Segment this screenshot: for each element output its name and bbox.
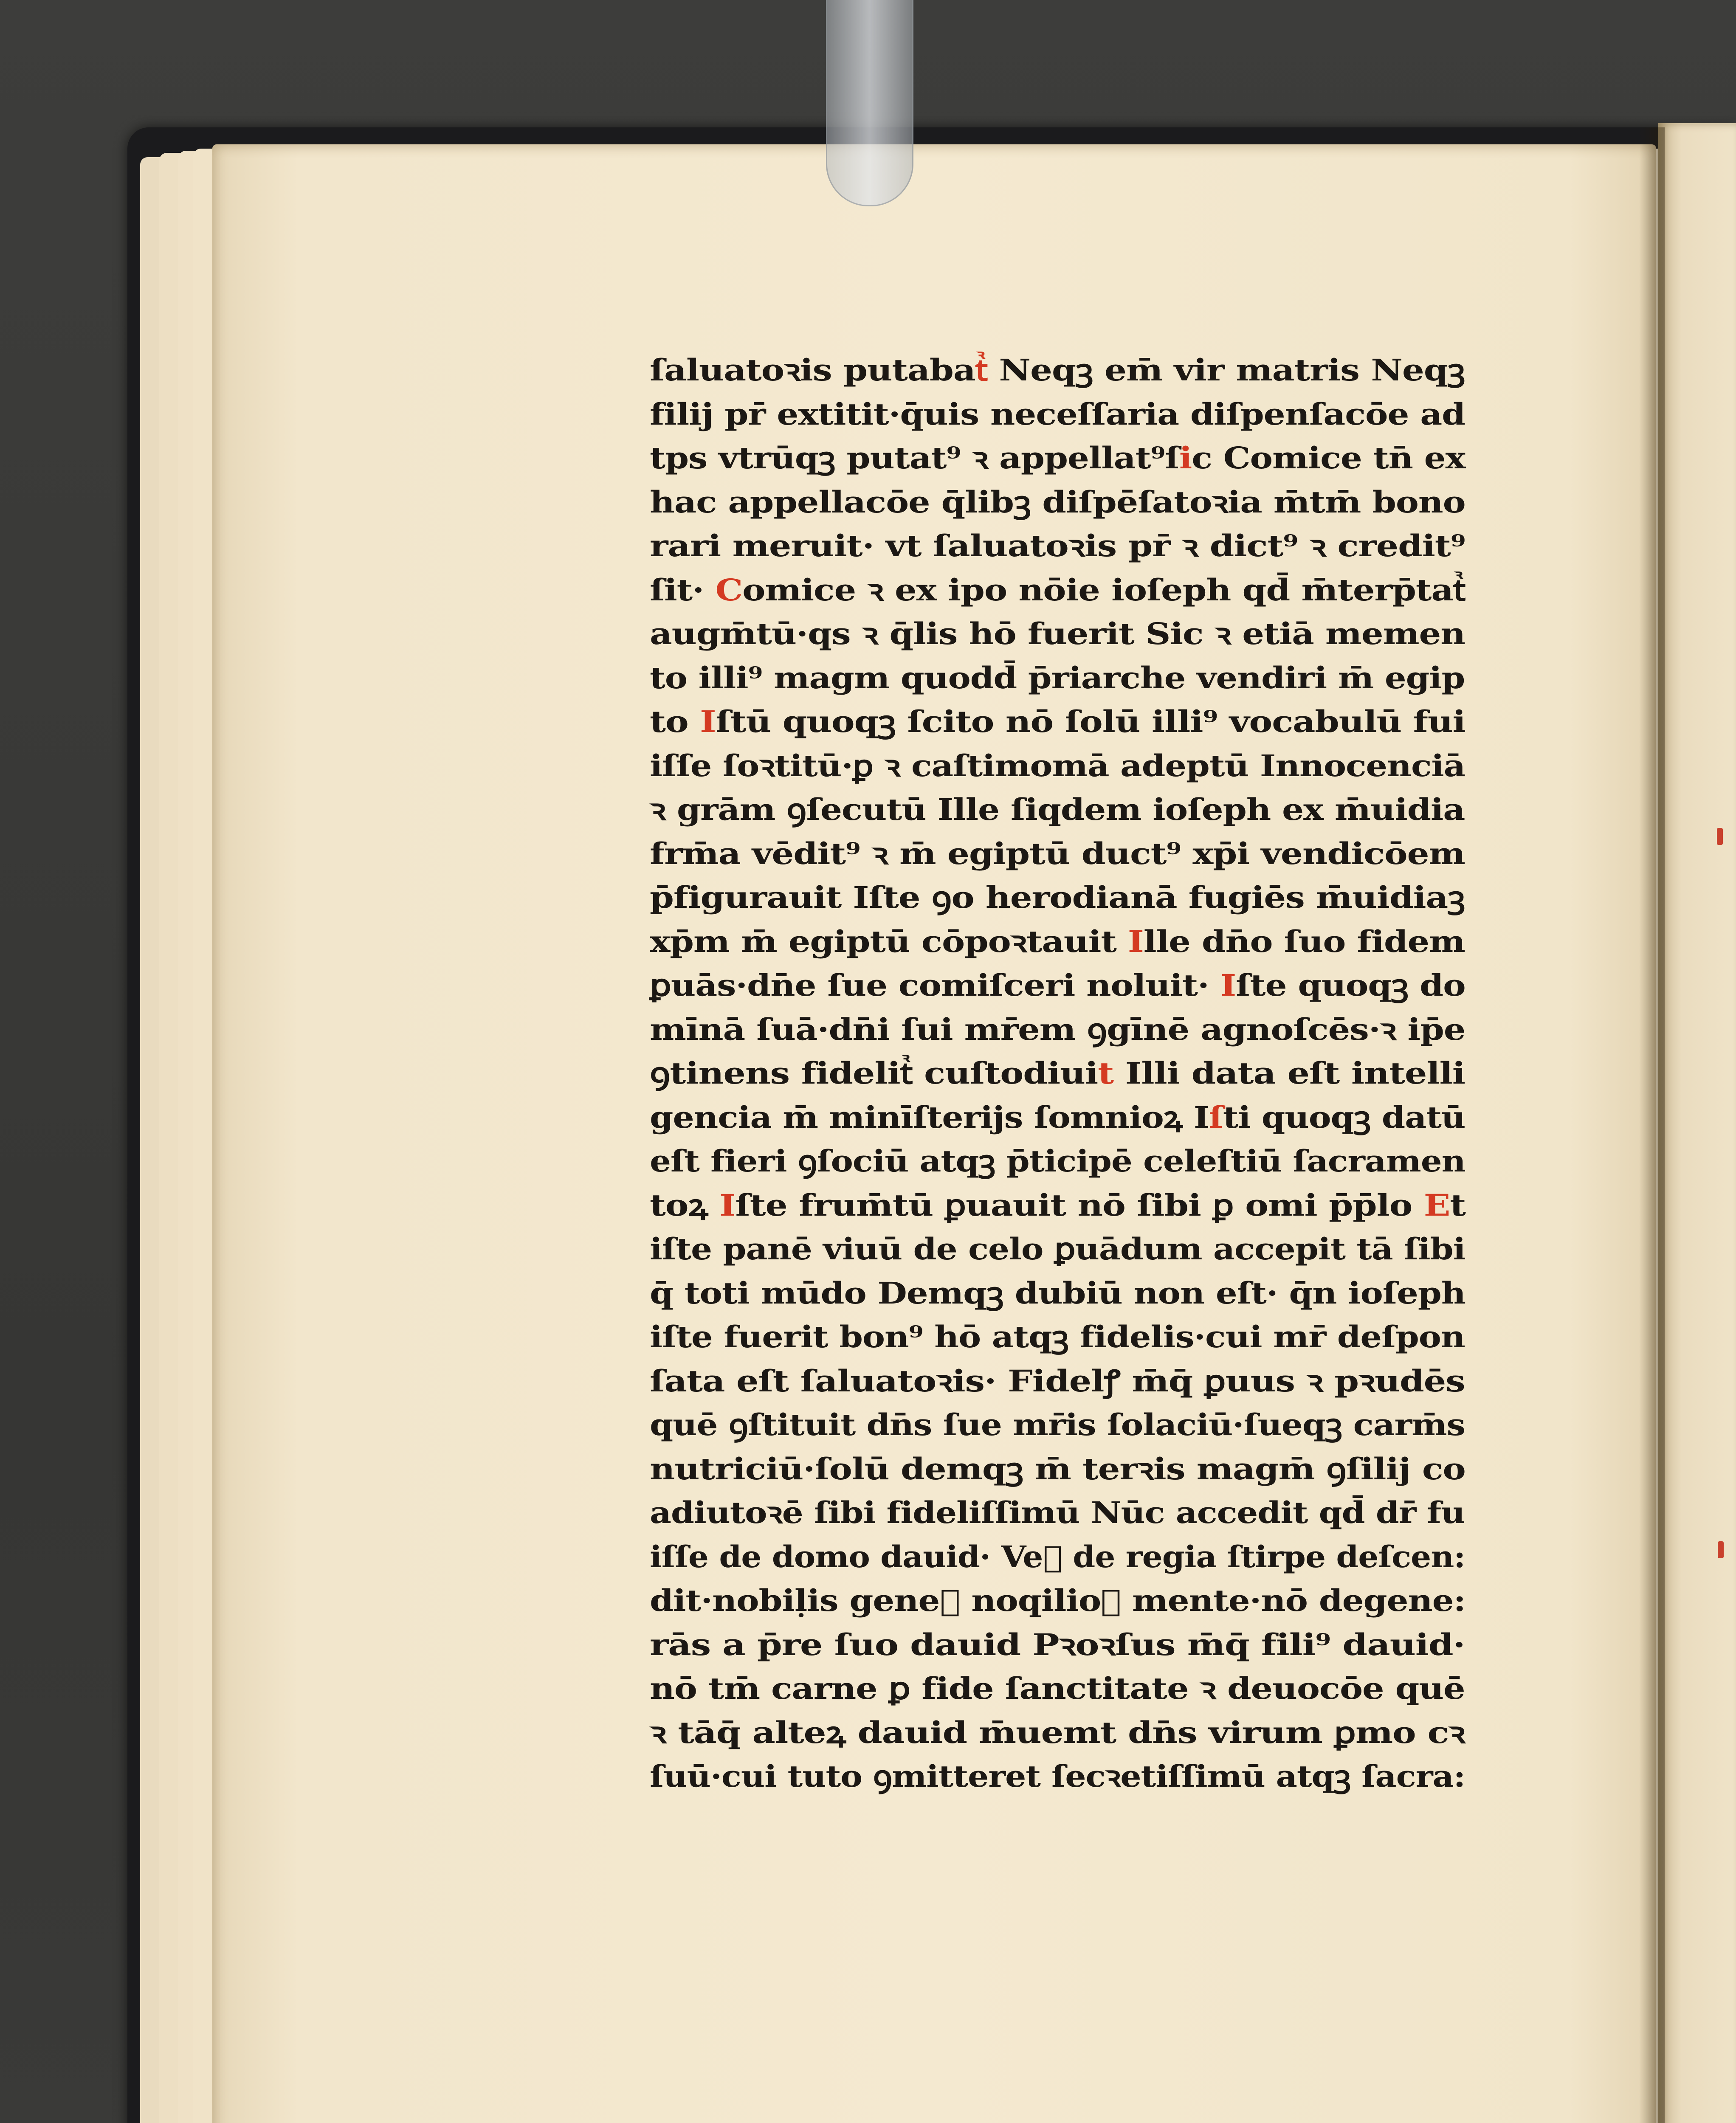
text-line: filij pr extitit·quis neceſſaria diſpenſacōe ad (650, 396, 1465, 432)
page-holder-clip-top (826, 0, 913, 206)
text-line: to Iſtū quoqꝫ ſcito nō ſolū illi⁹ vocabulū fui (650, 704, 1465, 739)
text-line: q toti mūdo Demqꝫ dubiū non eſt· qn ioſeph (650, 1275, 1465, 1311)
text-line: ſaluatoꝛis putabat Neqꝫ em vir matris Neqꝫ (650, 352, 1465, 388)
text-line: adiutoꝛē ſibi fideliſſimū Nūc accedit qd dr fu (650, 1495, 1465, 1530)
text-line: mīnā ſuā·dni ſui mrem ꝯgīnē agnoſcēs·ꝛ ipe (650, 1011, 1465, 1047)
text-line: ꝛ tāq alteꝝ dauid muemt dns virum ꝑmo cꝛ (650, 1715, 1465, 1750)
text-line: xpm m egiptū cōpoꝛtauit Ille dno ſuo fidem (650, 924, 1465, 959)
text-line: ſata eſt ſaluatoꝛis· Fidelꝭ mq ꝑuus ꝛ pꝛudēs (650, 1363, 1465, 1399)
text-line: hac appellacōe qlibꝫ diſpēſatoꝛia mtm bono (650, 484, 1465, 520)
text-line: iſſe ſoꝛtitū·ꝑ ꝛ caſtimomā adeptū Innocenciā (650, 748, 1465, 783)
text-line: augmtū·qs ꝛ qlis hō fuerit Sic ꝛ etiā memen (650, 616, 1465, 651)
text-line: ꝑuās·dne ſue comiſceri noluit· Iſte quoqꝫ do (650, 968, 1465, 1003)
text-line: iſte panē viuū de celo ꝑuādum accepit tā ſibi (650, 1231, 1465, 1267)
text-line: dit·nobiḷis gene noqilioꝛ mente·nō degene: (650, 1583, 1465, 1618)
rubric-mark (1718, 1541, 1724, 1558)
text-line: toꝝ Iſte frumtū ꝑuauit nō ſibi ꝑ omi pplo Et (650, 1187, 1466, 1223)
text-line: ſit· Comice ꝛ ex ipo nōie ioſeph qd mterptat (650, 572, 1465, 608)
text-line: nutriciū·ſolū demqꝫ m terꝛis magm ꝯſilij co (650, 1451, 1465, 1487)
text-line: frma vēdit⁹ ꝛ m egiptū duct⁹ xpi vendicōem (650, 836, 1465, 871)
text-line: eſt fieri ꝯſociū atqꝫ pticipē celeſtiū ſacramen (650, 1143, 1465, 1179)
text-line: iſte fuerit bon⁹ hō atqꝫ fidelis·cui mr deſpon (650, 1319, 1465, 1354)
facing-page-edge (1658, 123, 1736, 2123)
text-line: nō tm carne ꝑ fide ſanctitate ꝛ deuocōe quē (650, 1671, 1465, 1706)
text-line: rās a pre ſuo dauid Pꝛoꝛſus mq fili⁹ dauid· (650, 1627, 1465, 1662)
text-line: rari meruit· vt ſaluatoꝛis pr ꝛ dict⁹ ꝛ credit⁹ (650, 528, 1465, 563)
gutter-shadow (1639, 127, 1665, 2123)
rubric-mark (1717, 828, 1723, 845)
text-line: ꝯtinens fidelit cuſtodiuit Illi data eſt intelli (650, 1056, 1465, 1091)
text-line: to illi⁹ magm quodd priarche vendiri m egip (650, 660, 1465, 695)
text-line: gencia m minīſterijs ſomnioꝝ Iſti quoqꝫ datū (650, 1099, 1465, 1135)
text-line: pfigurauit Iſte ꝯo herodianā fugiēs muidiaꝫ (650, 880, 1465, 915)
text-line: ſuū·cui tuto ꝯmitteret ſecꝛetiſſimū atqꝫ ſacra: (650, 1759, 1465, 1794)
text-line: ꝛ grām ꝯſecutū Ille ſiqdem ioſeph ex muidia (650, 792, 1465, 827)
text-line: iſſe de domo dauid· Ve de regia ſtirpe deſcen: (650, 1539, 1465, 1574)
text-column (650, 348, 1499, 1799)
text-line: quē ꝯſtituit dns ſue mris ſolaciū·ſueqꝫ carms (650, 1407, 1465, 1442)
text-line: tps vtrūqꝫ putat⁹ ꝛ appellat⁹ſic Comice tn ex (650, 440, 1465, 476)
